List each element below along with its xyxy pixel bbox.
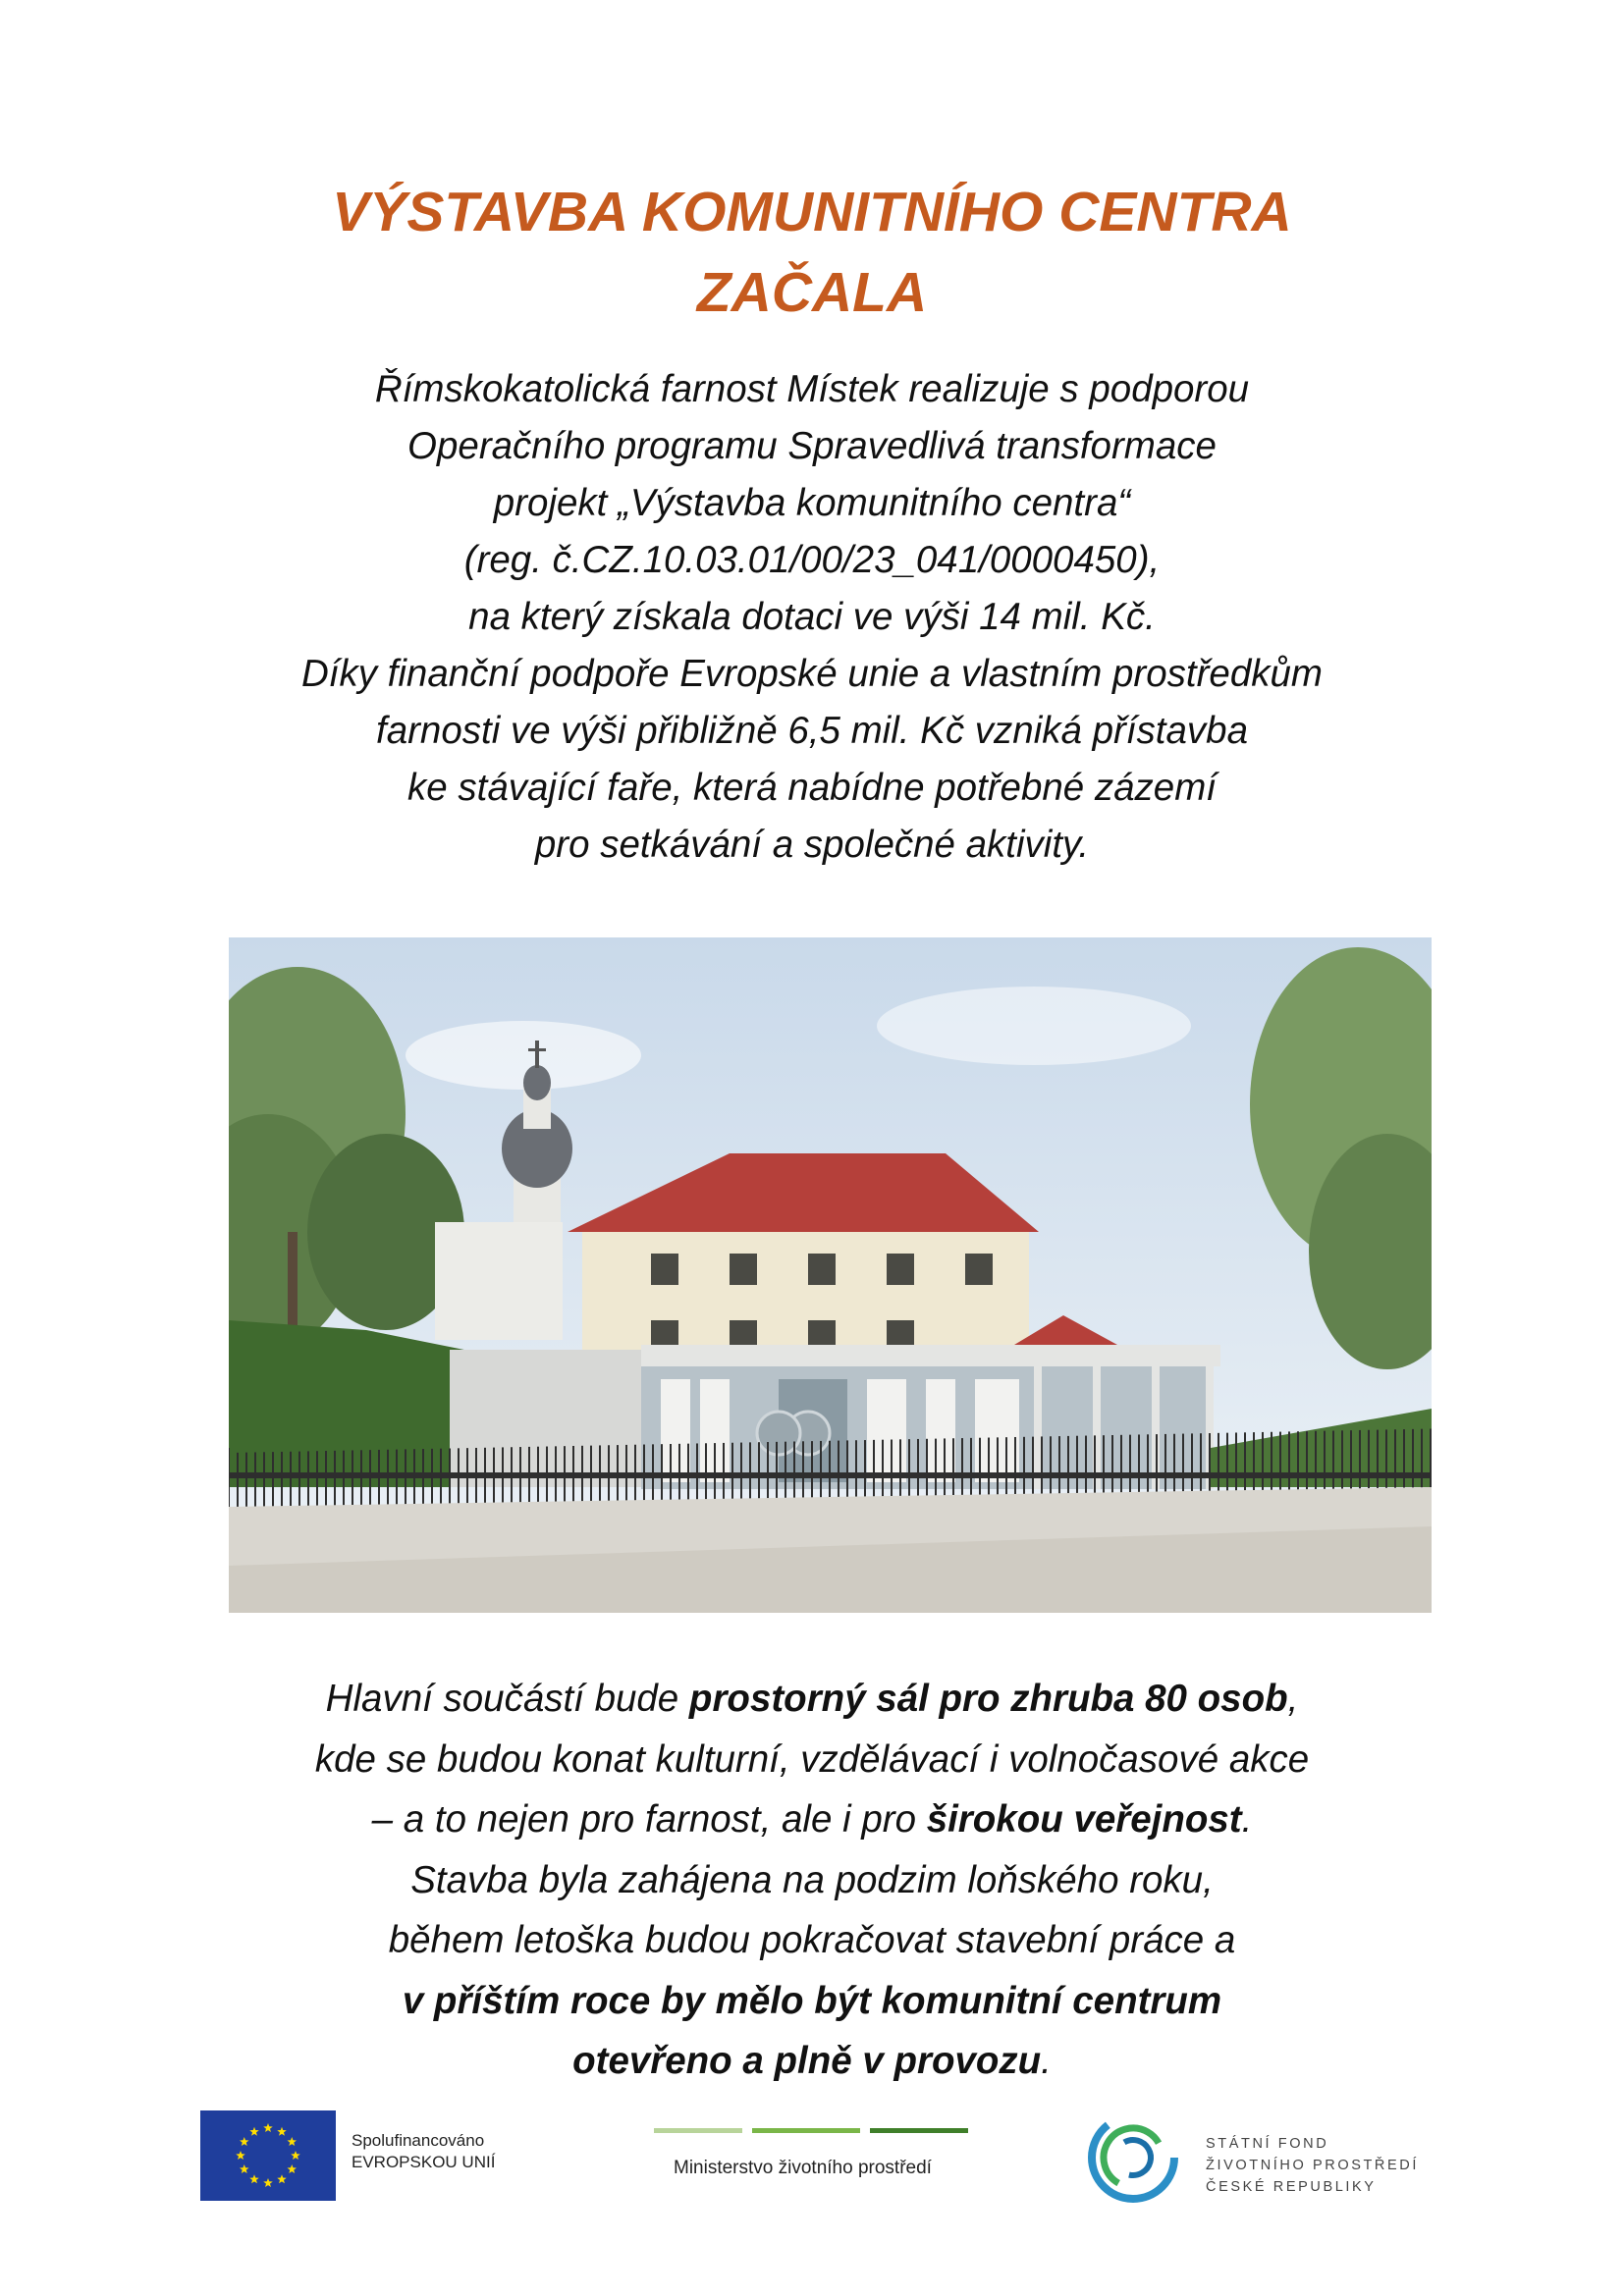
intro-line: pro setkávání a společné aktivity. [534, 824, 1090, 866]
building-visualization-image [229, 937, 1432, 1613]
body-line: – a to nejen pro farnost, ale i pro širokou veřejnost. [371, 1798, 1253, 1841]
body-highlight: otevřeno a plně v provozu [572, 2040, 1042, 2082]
intro-line: Operačního programu Spravedlivá transformace [407, 425, 1217, 467]
intro-line: farnosti ve výši přibližně 6,5 mil. Kč vzniká přístavba [376, 710, 1248, 752]
sfzp-swirl-icon [1088, 2112, 1178, 2203]
intro-line: Římskokatolická farnost Místek realizuje s podporou [374, 368, 1250, 410]
intro-line: projekt „Výstavba komunitního centra“ [493, 482, 1131, 524]
page-title [0, 172, 1624, 333]
body-line: Hlavní součástí bude prostorný sál pro zhruba 80 osob, [325, 1678, 1299, 1720]
footer-logos [0, 2101, 1624, 2218]
intro-paragraph [0, 361, 1624, 874]
eu-flag-icon [200, 2110, 336, 2201]
body-line: otevřeno a plně v provozu. [572, 2040, 1052, 2082]
intro-line: (reg. č.CZ.10.03.01/00/23_041/0000450), [463, 539, 1161, 581]
body-line: během letoška budou pokračovat stavební práce a [388, 1919, 1236, 1961]
body-line: Stavba byla zahájena na podzim loňského roku, [410, 1858, 1214, 1901]
body-line-bold: v příštím roce by mělo být komunitní centrum [402, 1979, 1222, 2022]
intro-line: na který získala dotaci ve výši 14 mil. Kč. [468, 596, 1156, 638]
intro-line: ke stávající faře, která nabídne potřebné zázemí [407, 767, 1217, 809]
intro-line: Díky finanční podpoře Evropské unie a vlastním prostředkům [300, 653, 1323, 695]
eu-cofinanced-label: Spolufinancováno EVROPSKOU UNIÍ [352, 2131, 496, 2171]
sfzp-label: STÁTNÍ FOND ŽIVOTNÍHO PROSTŘEDÍ ČESKÉ REPUBLIKY [1206, 2136, 1419, 2195]
main-paragraph [0, 1669, 1624, 2092]
ministry-environment-logo: Ministerstvo životního prostředí [654, 2128, 968, 2197]
body-highlight: širokou veřejnost [926, 1798, 1242, 1841]
body-line: kde se budou konat kulturní, vzdělávací i volnočasové akce [314, 1737, 1310, 1781]
title-line-1: VÝSTAVBA KOMUNITNÍHO CENTRA [332, 181, 1292, 243]
title-line-2: ZAČALA [696, 261, 928, 324]
body-highlight: prostorný sál pro zhruba 80 osob [688, 1678, 1288, 1720]
